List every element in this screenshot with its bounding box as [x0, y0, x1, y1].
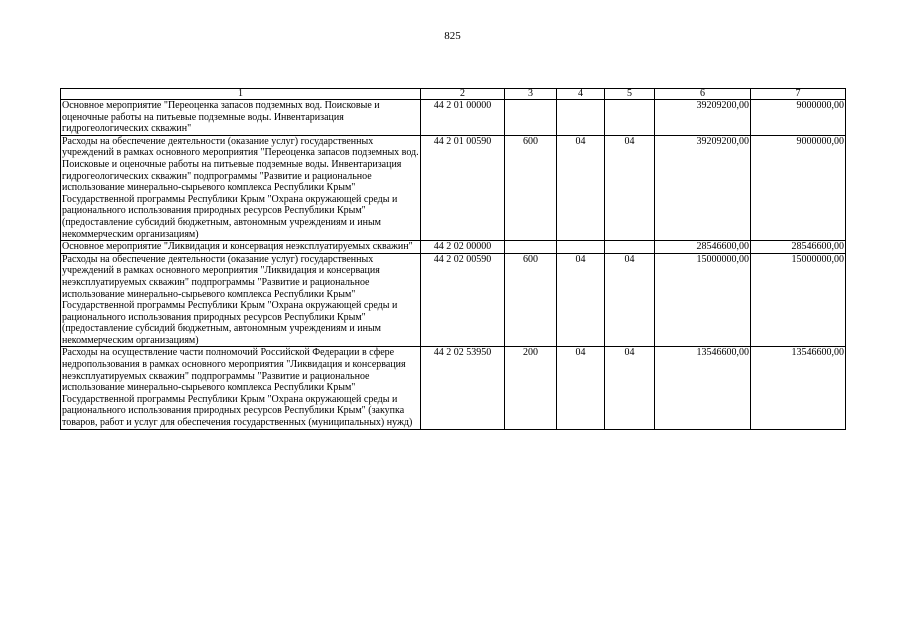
row-col-4	[557, 100, 605, 136]
row-amount-7: 9000000,00	[751, 135, 846, 240]
table-row	[61, 347, 846, 429]
row-description: Основное мероприятие "Переоценка запасов подземных вод. Поисковые и оценочные работы на питьевые подземные воды. Инвентаризация гидрогеологических скважин"	[61, 100, 421, 136]
row-col-4: 04	[557, 253, 605, 347]
row-col-5: 04	[605, 347, 655, 429]
row-code: 44 2 02 00000	[421, 241, 505, 254]
row-col-3: 200	[505, 347, 557, 429]
header-col-5: 5	[605, 89, 655, 100]
row-description: Расходы на обеспечение деятельности (оказание услуг) государственных учреждений в рамках основного мероприятия "Переоценка запасов подземных вод. Поисковые и оценочные работы на питьевые подземные воды. Инвентаризация гидрогеологических скважин" подпрограммы "Развитие и рациональное использование минерально-сырьевого комплекса Республики Крым" Государственной программы Республики Крым "Охрана окружающей среды и рационального использования природных ресурсов Республики Крым" (предоставление субсидий бюджетным, автономным учреждениям и иным некоммерческим организациям)	[62, 135, 419, 240]
row-code: 44 2 02 00590	[421, 253, 505, 347]
budget-table	[60, 88, 846, 430]
row-col-5: 04	[605, 253, 655, 347]
row-amount-7: 9000000,00	[751, 100, 846, 136]
row-col-3	[505, 241, 557, 254]
row-amount-6: 13546600,00	[655, 347, 751, 429]
row-amount-6: 39209200,00	[655, 135, 751, 240]
row-col-4: 04	[557, 135, 605, 240]
row-amount-7: 13546600,00	[751, 347, 846, 429]
header-row	[61, 89, 846, 100]
row-col-5	[605, 100, 655, 136]
row-amount-6: 15000000,00	[655, 253, 751, 347]
row-code: 44 2 01 00590	[421, 135, 505, 240]
header-col-7: 7	[751, 89, 846, 100]
row-code: 44 2 01 00000	[421, 100, 505, 136]
row-amount-7: 15000000,00	[751, 253, 846, 347]
row-col-4	[557, 241, 605, 254]
header-col-2: 2	[421, 89, 505, 100]
row-amount-6: 28546600,00	[655, 241, 751, 254]
header-col-3: 3	[505, 89, 557, 100]
row-col-3: 600	[505, 135, 557, 240]
header-col-6: 6	[655, 89, 751, 100]
row-col-3: 600	[505, 253, 557, 347]
row-description: Расходы на осуществление части полномочий Российской Федерации в сфере недропользования в рамках основного мероприятия "Ликвидация и консервация неэксплуатируемых скважин" подпрограммы "Развитие и рациональное использование минерально-сырьевого комплекса Республики Крым" Государственной программы Республики Крым "Охрана окружающей среды и рационального использования природных ресурсов Республики Крым" (закупка товаров, работ и услуг для обеспечения государственных (муниципальных) нужд)	[61, 347, 421, 429]
table-row	[61, 135, 846, 240]
row-description: Основное мероприятие "Ликвидация и консервация неэксплуатируемых скважин"	[61, 241, 421, 254]
table-row	[61, 253, 846, 347]
row-amount-6: 39209200,00	[655, 100, 751, 136]
row-description: Расходы на обеспечение деятельности (оказание услуг) государственных учреждений в рамках основного мероприятия "Ликвидация и консервация неэксплуатируемых скважин" подпрограммы "Развитие и рациональное использование минерально-сырьевого комплекса Республики Крым" Государственной программы Республики Крым "Охрана окружающей среды и рационального использования природных ресурсов Республики Крым" (предоставление субсидий бюджетным, автономным учреждениям и иным некоммерческим организациям)	[61, 253, 421, 347]
row-amount-7: 28546600,00	[751, 241, 846, 254]
row-col-4: 04	[557, 347, 605, 429]
header-col-1: 1	[61, 89, 421, 100]
page-number: 825	[444, 30, 461, 42]
header-col-4: 4	[557, 89, 605, 100]
row-col-3	[505, 100, 557, 136]
row-col-5	[605, 241, 655, 254]
row-code: 44 2 02 53950	[421, 347, 505, 429]
row-col-5: 04	[605, 135, 655, 240]
table-row	[61, 241, 846, 254]
table-row	[61, 100, 846, 136]
